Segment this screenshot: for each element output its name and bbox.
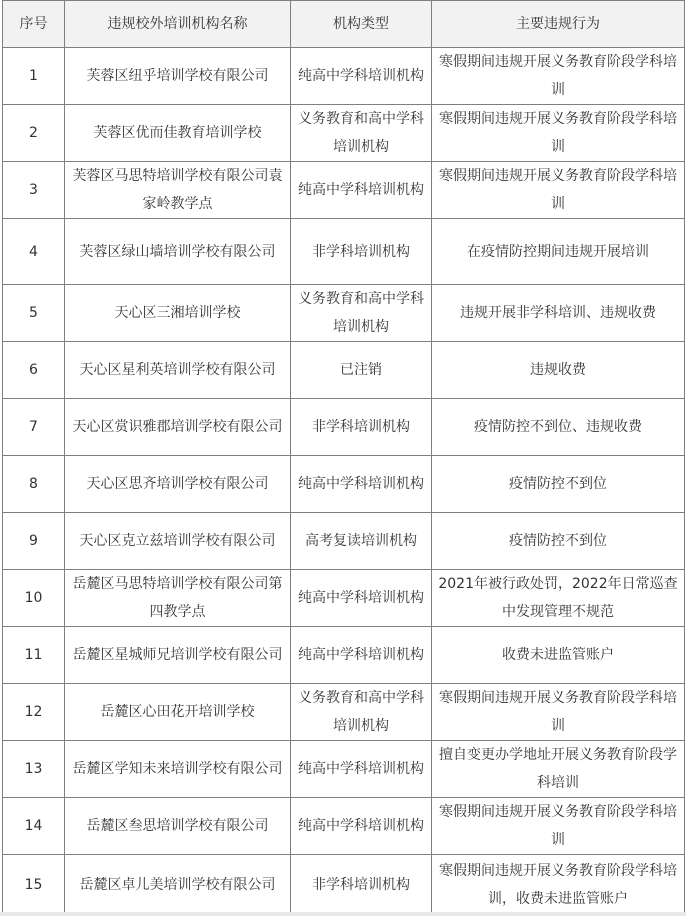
header-row (3, 1, 685, 48)
cell-institution-name: 芙蓉区优而佳教育培训学校 (65, 105, 291, 162)
cell-serial-number: 11 (3, 627, 65, 684)
table-row (3, 399, 685, 456)
table-row (3, 513, 685, 570)
header-main-violation: 主要违规行为 (432, 1, 685, 48)
cell-main-violation: 2021年被行政处罚，2022年日常巡查中发现管理不规范 (432, 570, 685, 627)
cell-main-violation: 寒假期间违规开展义务教育阶段学科培训 (432, 798, 685, 855)
cell-institution-type: 高考复读培训机构 (291, 513, 432, 570)
cell-main-violation: 违规开展非学科培训、违规收费 (432, 285, 685, 342)
cell-institution-name: 天心区赏识雅郡培训学校有限公司 (65, 399, 291, 456)
cell-serial-number: 3 (3, 162, 65, 219)
cell-institution-type: 非学科培训机构 (291, 219, 432, 285)
cell-institution-name: 芙蓉区马思特培训学校有限公司袁家岭教学点 (65, 162, 291, 219)
cell-serial-number: 7 (3, 399, 65, 456)
cell-main-violation: 疫情防控不到位 (432, 513, 685, 570)
cell-main-violation: 寒假期间违规开展义务教育阶段学科培训 (432, 105, 685, 162)
cell-institution-name: 岳麓区心田花开培训学校 (65, 684, 291, 741)
cell-institution-type: 纯高中学科培训机构 (291, 48, 432, 105)
cell-main-violation: 收费未进监管账户 (432, 627, 685, 684)
cell-institution-name: 天心区思齐培训学校有限公司 (65, 456, 291, 513)
cell-serial-number: 12 (3, 684, 65, 741)
table-row (3, 684, 685, 741)
cell-institution-type: 义务教育和高中学科培训机构 (291, 285, 432, 342)
cell-institution-type: 纯高中学科培训机构 (291, 741, 432, 798)
cell-main-violation: 在疫情防控期间违规开展培训 (432, 219, 685, 285)
cell-serial-number: 10 (3, 570, 65, 627)
table-row (3, 48, 685, 105)
header-institution-type: 机构类型 (291, 1, 432, 48)
cell-institution-name: 岳麓区叁思培训学校有限公司 (65, 798, 291, 855)
cell-institution-type: 纯高中学科培训机构 (291, 162, 432, 219)
header-serial-number: 序号 (3, 1, 65, 48)
table-row (3, 162, 685, 219)
header-institution-name: 违规校外培训机构名称 (65, 1, 291, 48)
cell-institution-name: 芙蓉区绿山墙培训学校有限公司 (65, 219, 291, 285)
cell-main-violation: 寒假期间违规开展义务教育阶段学科培训 (432, 162, 685, 219)
cell-institution-name: 芙蓉区纽乎培训学校有限公司 (65, 48, 291, 105)
table-row (3, 285, 685, 342)
cell-serial-number: 1 (3, 48, 65, 105)
cell-institution-name: 岳麓区星城师兄培训学校有限公司 (65, 627, 291, 684)
table-row (3, 105, 685, 162)
cell-main-violation: 擅自变更办学地址开展义务教育阶段学科培训 (432, 741, 685, 798)
table-row (3, 798, 685, 855)
table-row (3, 456, 685, 513)
cell-main-violation: 寒假期间违规开展义务教育阶段学科培训 (432, 48, 685, 105)
cell-serial-number: 14 (3, 798, 65, 855)
cell-institution-type: 非学科培训机构 (291, 399, 432, 456)
page-bottom-divider (0, 912, 686, 916)
cell-main-violation: 寒假期间违规开展义务教育阶段学科培训 (432, 684, 685, 741)
cell-serial-number: 15 (3, 855, 65, 915)
cell-serial-number: 13 (3, 741, 65, 798)
cell-main-violation: 疫情防控不到位、违规收费 (432, 399, 685, 456)
cell-institution-name: 岳麓区马思特培训学校有限公司第四教学点 (65, 570, 291, 627)
table-row (3, 342, 685, 399)
table-header (3, 1, 685, 48)
table-row (3, 741, 685, 798)
cell-institution-name: 天心区三湘培训学校 (65, 285, 291, 342)
cell-serial-number: 6 (3, 342, 65, 399)
table-row (3, 219, 685, 285)
cell-institution-name: 天心区克立兹培训学校有限公司 (65, 513, 291, 570)
cell-institution-type: 义务教育和高中学科培训机构 (291, 105, 432, 162)
table-row (3, 855, 685, 915)
violations-table (2, 0, 685, 915)
cell-main-violation: 寒假期间违规开展义务教育阶段学科培训，收费未进监管账户 (432, 855, 685, 915)
cell-serial-number: 5 (3, 285, 65, 342)
cell-institution-type: 纯高中学科培训机构 (291, 798, 432, 855)
cell-institution-name: 岳麓区学知未来培训学校有限公司 (65, 741, 291, 798)
cell-serial-number: 8 (3, 456, 65, 513)
cell-serial-number: 9 (3, 513, 65, 570)
cell-institution-type: 义务教育和高中学科培训机构 (291, 684, 432, 741)
cell-institution-type: 纯高中学科培训机构 (291, 570, 432, 627)
cell-serial-number: 4 (3, 219, 65, 285)
cell-institution-type: 非学科培训机构 (291, 855, 432, 915)
table-row (3, 570, 685, 627)
cell-serial-number: 2 (3, 105, 65, 162)
cell-institution-type: 纯高中学科培训机构 (291, 627, 432, 684)
cell-main-violation: 违规收费 (432, 342, 685, 399)
table-row (3, 627, 685, 684)
table-body (3, 48, 685, 915)
cell-institution-name: 岳麓区卓儿美培训学校有限公司 (65, 855, 291, 915)
cell-institution-type: 纯高中学科培训机构 (291, 456, 432, 513)
cell-main-violation: 疫情防控不到位 (432, 456, 685, 513)
cell-institution-type: 已注销 (291, 342, 432, 399)
cell-institution-name: 天心区星利英培训学校有限公司 (65, 342, 291, 399)
